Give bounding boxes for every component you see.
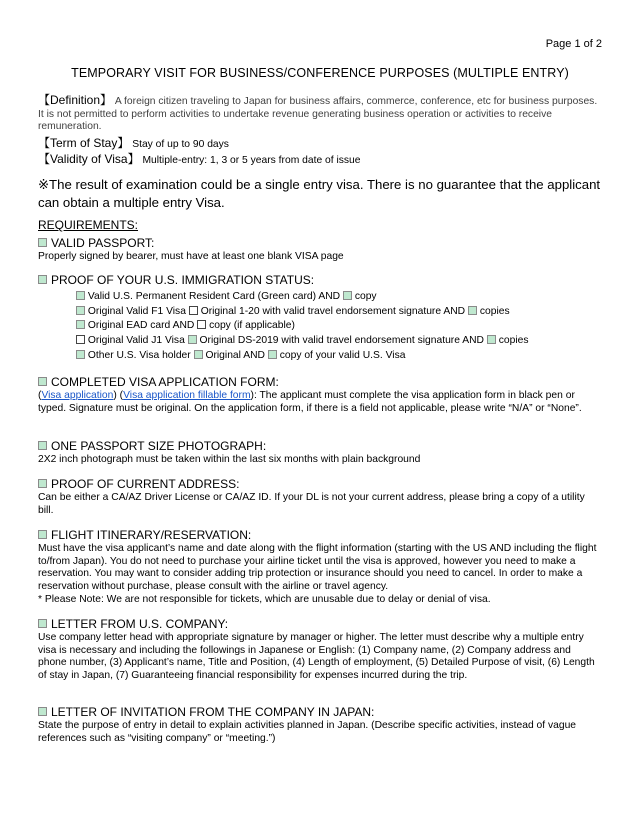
checkbox-icon xyxy=(38,530,47,539)
term-of-stay xyxy=(38,134,602,151)
checkbox-icon xyxy=(343,291,352,300)
checkbox-icon xyxy=(38,377,47,386)
flight-note: * Please Note: We are not responsible for tickets, which are unusable due to delay or denial of visa. xyxy=(38,593,491,605)
definition-block xyxy=(38,94,602,134)
section-heading: LETTER OF INVITATION FROM THE COMPANY IN JAPAN: xyxy=(51,704,375,719)
invitation-letter-section xyxy=(38,704,602,745)
page-number: Page 1 of 2 xyxy=(545,38,602,50)
section-heading: FLIGHT ITINERARY/RESERVATION: xyxy=(51,527,252,542)
validity-text: Multiple-entry: 1, 3 or 5 years from date of issue xyxy=(139,155,361,166)
checkbox-icon xyxy=(38,275,47,284)
empty-box-icon xyxy=(189,306,198,315)
examination-notice: ※The result of examination could be a single entry visa. There is no guarantee that the applicant can obtain a multiple entry Visa. xyxy=(38,177,601,210)
passport-section xyxy=(38,235,602,264)
empty-box-icon xyxy=(76,335,85,344)
checkbox-icon xyxy=(188,335,197,344)
section-heading: ONE PASSPORT SIZE PHOTOGRAPH: xyxy=(51,438,267,453)
checkbox-icon xyxy=(38,707,47,716)
checkbox-icon xyxy=(487,335,496,344)
flight-itinerary-section xyxy=(38,527,602,607)
term-label: 【Term of Stay】 xyxy=(38,136,130,150)
section-text: State the purpose of entry in detail to explain activities planned in Japan. (Describe specific activities, instead of vague references such as “visiting company” or “meeting.”) xyxy=(38,720,577,744)
section-text: 2X2 inch photograph must be taken within the last six months with plain background xyxy=(38,454,421,465)
list-item: Other U.S. Visa holder Original AND copy of your valid U.S. Visa xyxy=(76,349,602,364)
definition-text: A foreign citizen traveling to Japan for business affairs, commerce, conference, etc for business purposes. It is not permitted to perform activities to undertake revenue generating business operation or activities to receive remuneration. xyxy=(38,96,598,133)
term-text: Stay of up to 90 days xyxy=(129,139,229,150)
section-heading: COMPLETED VISA APPLICATION FORM: xyxy=(51,374,279,389)
section-heading: VALID PASSPORT: xyxy=(51,235,155,250)
section-text: Use company letter head with appropriate signature by manager or higher. The letter must describe why a multiple entry visa is necessary and including the followings in Japanese or English: (1) Company name, (2) Company address and phone number, (3) Applicant’s name, Title and Position, (4) Length of employment, (5) Detailed Purpose of visit, (6) Length of stay in Japan, (7) Guaranteeing financial responsibility for expenses incurred during the trip. xyxy=(38,632,595,682)
section-text: Properly signed by bearer, must have at least one blank VISA page xyxy=(38,251,344,262)
empty-box-icon xyxy=(197,320,206,329)
checkbox-icon xyxy=(38,619,47,628)
list-item: Original Valid F1 Visa Original 1-20 with valid travel endorsement signature AND copies xyxy=(76,305,602,320)
company-letter-section xyxy=(38,616,602,683)
checkbox-icon xyxy=(38,238,47,247)
list-item: Original EAD card AND copy (if applicable) xyxy=(76,319,602,334)
list-item: Original Valid J1 Visa Original DS-2019 with valid travel endorsement signature AND copies xyxy=(76,334,602,349)
requirements-heading: REQUIREMENTS: xyxy=(38,218,139,232)
checkbox-icon xyxy=(76,291,85,300)
immigration-status-list xyxy=(76,290,602,363)
section-text: Can be either a CA/AZ Driver License or CA/AZ ID. If your DL is not your current address, please bring a copy of a utility bill. xyxy=(38,492,585,516)
section-text: (Visa application) (Visa application fillable form): The applicant must complete the visa application form in black pen or typed. Signature must be original. On the application form, if there is a field not applicable, please write “N/A” or “None”. xyxy=(38,390,582,414)
section-text: Must have the visa applicant’s name and date along with the flight information (starting with the US AND including the flight to/from Japan). You do not need to purchase your airline ticket until the visa is approved, however you need to make a reservation. You may want to consider adding trip protection or insurance should you need to cancel. In order to make a reservation without purchase, please consult with the airline or travel agency. xyxy=(38,543,597,593)
validity-label: 【Validity of Visa】 xyxy=(38,152,140,166)
visa-application-fillable-form-link[interactable]: Visa application fillable form xyxy=(123,390,251,401)
validity-of-visa xyxy=(38,150,602,167)
checkbox-icon xyxy=(468,306,477,315)
visa-application-link[interactable]: Visa application xyxy=(41,390,114,401)
section-heading: PROOF OF CURRENT ADDRESS: xyxy=(51,476,240,491)
section-heading: LETTER FROM U.S. COMPANY: xyxy=(51,616,229,631)
photograph-section xyxy=(38,438,602,467)
checkbox-icon xyxy=(76,306,85,315)
checkbox-icon xyxy=(194,350,203,359)
page-title: TEMPORARY VISIT FOR BUSINESS/CONFERENCE PURPOSES (MULTIPLE ENTRY) xyxy=(71,66,569,80)
checkbox-icon xyxy=(76,320,85,329)
application-form-section xyxy=(38,374,602,415)
immigration-status-section xyxy=(38,272,602,287)
definition-label: 【Definition】 xyxy=(38,93,113,107)
current-address-section xyxy=(38,476,602,517)
checkbox-icon xyxy=(38,441,47,450)
checkbox-icon xyxy=(76,350,85,359)
checkbox-icon xyxy=(268,350,277,359)
checkbox-icon xyxy=(38,479,47,488)
section-heading: PROOF OF YOUR U.S. IMMIGRATION STATUS: xyxy=(51,272,315,287)
list-item: Valid U.S. Permanent Resident Card (Green card) AND copy xyxy=(76,290,602,305)
